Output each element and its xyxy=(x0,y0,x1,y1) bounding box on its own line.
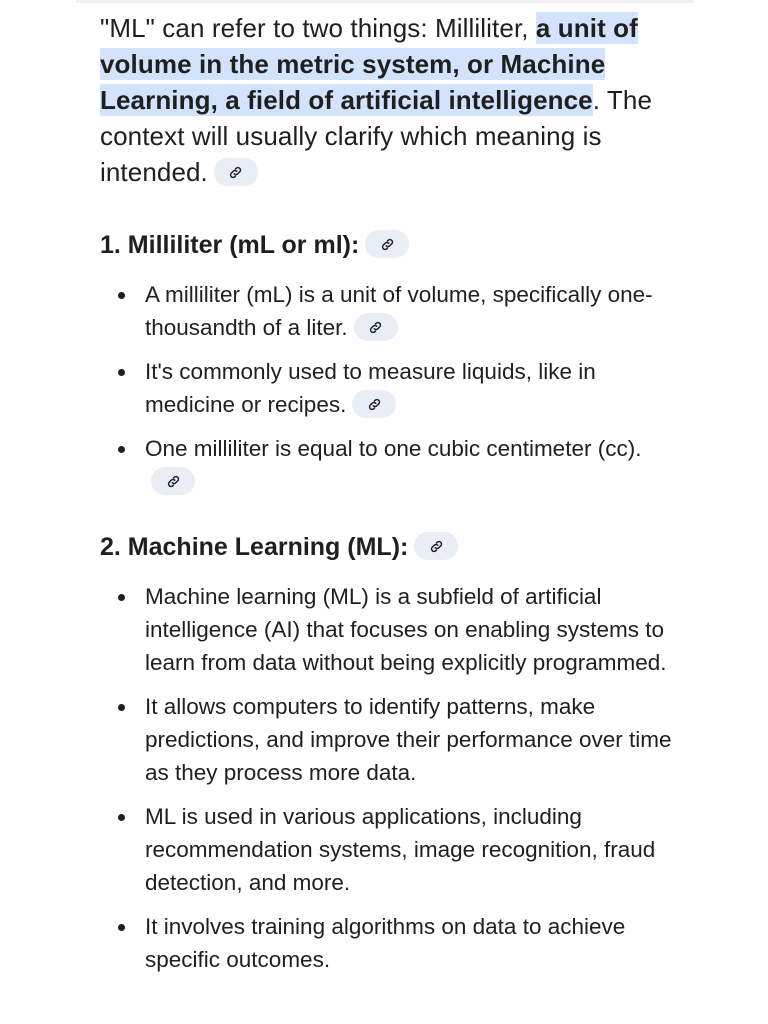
list-item-text: A milliliter (mL) is a unit of volume, specifically one-thousandth of a liter. xyxy=(145,282,653,340)
list-item-text: It involves training algorithms on data to achieve specific outcomes. xyxy=(145,914,626,972)
list-item xyxy=(100,690,690,789)
list-item-text: It allows computers to identify patterns, make predictions, and improve their performance over time as they process more data. xyxy=(145,694,672,785)
list-item-text: One milliliter is equal to one cubic centimeter (cc). xyxy=(145,436,642,461)
link-icon xyxy=(228,165,243,180)
top-divider xyxy=(76,0,694,3)
milliliter-list xyxy=(100,278,690,498)
list-item xyxy=(100,580,690,679)
list-item xyxy=(100,800,690,899)
list-item xyxy=(100,355,690,421)
list-item-text: Machine learning (ML) is a subfield of artificial intelligence (AI) that focuses on enabling systems to learn from data without being explicitly programmed. xyxy=(145,584,667,675)
source-link-chip[interactable] xyxy=(352,390,396,418)
link-icon xyxy=(380,237,395,252)
section-heading-text: 1. Milliliter (mL or ml): xyxy=(100,231,360,259)
list-item xyxy=(100,278,690,344)
link-icon xyxy=(367,397,382,412)
intro-text: "ML" can refer to two things: Milliliter, xyxy=(100,13,536,43)
list-item-text: ML is used in various applications, including recommendation systems, image recognition, fraud detection, and more. xyxy=(145,804,656,895)
link-icon xyxy=(368,320,383,335)
source-link-chip[interactable] xyxy=(354,313,398,341)
link-icon xyxy=(429,539,444,554)
list-item-text: It's commonly used to measure liquids, like in medicine or recipes. xyxy=(145,359,596,417)
list-item xyxy=(100,910,690,976)
response-content xyxy=(100,10,690,976)
intro-text-end: . The context will usually clarify which meaning is intended. xyxy=(100,85,653,187)
source-link-chip[interactable] xyxy=(414,532,458,560)
highlighted-text[interactable]: a unit of volume in the metric system, or Machine Learning, a field of artificial intelligence xyxy=(100,13,638,115)
section-heading-text: 2. Machine Learning (ML): xyxy=(100,533,409,561)
source-link-chip[interactable] xyxy=(151,467,195,495)
section-heading-machine-learning xyxy=(100,530,690,564)
source-link-chip[interactable] xyxy=(365,230,409,258)
machine-learning-list xyxy=(100,580,690,976)
list-item xyxy=(100,432,690,498)
intro-paragraph xyxy=(100,10,690,190)
section-heading-milliliter xyxy=(100,228,690,262)
link-icon xyxy=(166,474,181,489)
source-link-chip[interactable] xyxy=(214,158,258,186)
